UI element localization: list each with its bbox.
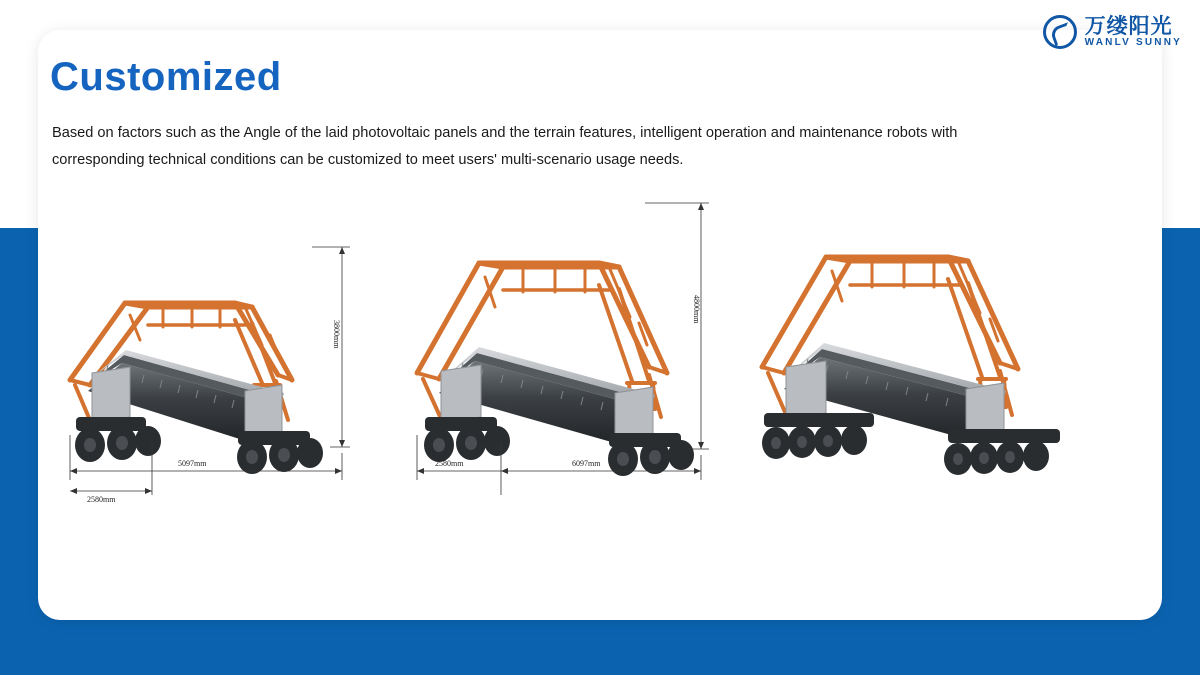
robot-illustration-3 (744, 195, 1094, 555)
brand-logo-text (1085, 16, 1182, 49)
page-title: Customized (50, 55, 282, 99)
robot-illustration-2 (387, 195, 737, 555)
dimension-height-2: 4800mm (692, 295, 701, 324)
figure-row (30, 195, 1094, 555)
dimension-length-1: 5097mm (178, 459, 207, 468)
robot-illustration-1 (30, 195, 380, 555)
page-body-text: Based on factors such as the Angle of the laid photovoltaic panels and the terrain features, intelligent operation and maintenance robots with corresponding technical conditions can be customized to meet users' multi-scenario usage needs. (52, 125, 958, 168)
brand-logo (1043, 8, 1182, 56)
brand-name-en: WANLV SUNNY (1084, 36, 1182, 48)
dimension-height-1: 3800mm (332, 320, 341, 349)
dimension-length-2: 6097mm (572, 459, 601, 468)
wanlv-sunny-logo-icon (1043, 15, 1077, 49)
brand-name-cn: 万缕阳光 (1084, 14, 1173, 38)
figure-robot-variant-3 (744, 195, 1094, 555)
figure-robot-variant-2 (387, 195, 737, 555)
dimension-width-2: 2580mm (435, 459, 464, 468)
dimension-width-1: 2580mm (87, 495, 116, 504)
background-blue-band-bottom (0, 632, 1200, 675)
figure-robot-variant-1 (30, 195, 380, 555)
